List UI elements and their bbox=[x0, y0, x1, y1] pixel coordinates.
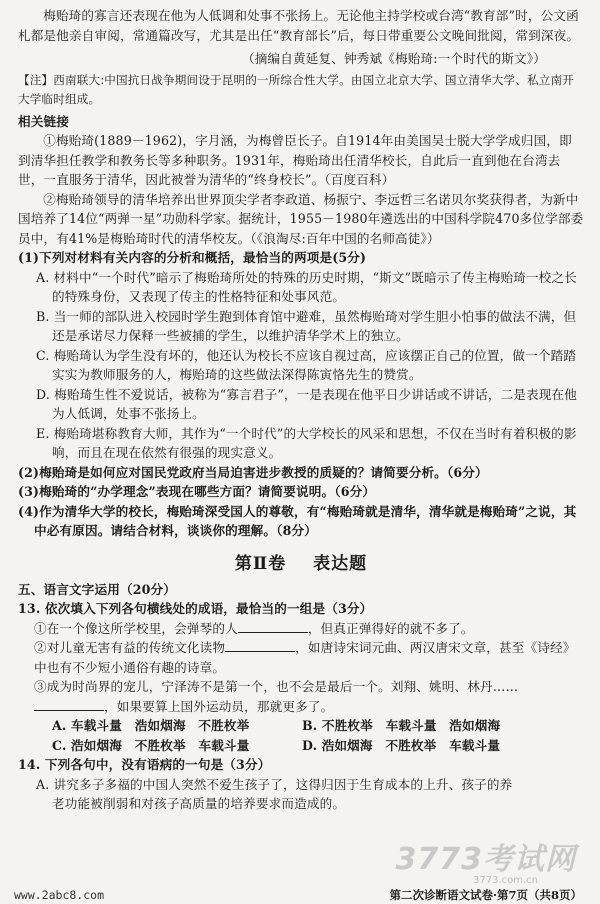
sentence-2-part-b: ，如唐诗宋词元曲、两汉唐宋文章，甚至《诗经》中也有不少短小通俗有趣的诗章。 bbox=[34, 640, 576, 675]
article-paragraph: 梅贻琦的寡言还表现在他为人低调和处事不张扬上。无论他主持学校或台湾“教育部”时，公文函札都是他亲自审阅，常通篇改写，尤其是出任“教育部长”后，每日带重要公文晚间批阅，常到深夜。 bbox=[18, 8, 580, 43]
page-footer bbox=[0, 882, 600, 904]
related-link-1: ①梅贻琦(1889－1962)，字月涵，为梅曾臣长子。自1914年由美国吴士脱大学学成归国，即到清华担任教学和教务长等多种职务。1931年，梅贻琦出任清华校长，自此后一直到他在台湾去世，一直服务于清华，因此被誉为清华的“终身校长”。（百度百科） bbox=[18, 133, 572, 187]
answer-blank bbox=[238, 620, 308, 633]
question-4: (4)作为清华大学的校长，梅贻琦深受国人的尊敬，有“梅贻琦就是清华，清华就是梅贻琦”之说，其中必有原因。请结合材料，谈谈你的理解。（8分） bbox=[18, 503, 577, 538]
question-13-options-row-1 bbox=[18, 716, 584, 736]
question-1-option-a: A. 材料中“一个时代”暗示了梅贻琦所处的特殊的历史时期，“斯文”既暗示了传主梅贻琦一校之长的特殊身份，又表现了传主的性格特征和处事风范。 bbox=[36, 269, 577, 304]
article-note: 【注】西南联大:中国抗日战争期间设于昆明的一所综合性大学。由国立北京大学、国立清华大学、私立南开大学临时组成。 bbox=[18, 72, 575, 106]
question-13-sentence-1 bbox=[18, 619, 584, 639]
watermark-logo: 3773考试网 bbox=[395, 842, 576, 877]
question-1-option-c: C. 梅贻琦认为学生没有坏的，他还认为校长不应该自视过高，应该摆正自己的位置，做一个踏踏实实为教师服务的人，梅贻琦的这些做法深得陈寅恪先生的赞赏。 bbox=[36, 347, 577, 382]
sentence-2-part-a: ②对儿童无害有益的传统文化读物 bbox=[34, 640, 226, 655]
sentence-3-part-a: ③成为时尚界的宠儿，宁泽涛不是第一个，也不会是最后一个。刘翔、姚明、林丹…… bbox=[34, 679, 519, 694]
watermark-domain: 3773.com.cn bbox=[473, 875, 538, 886]
sentence-1-part-a: ①在一个像这所学校里，会弹琴的人 bbox=[34, 620, 238, 636]
section-title bbox=[18, 549, 584, 574]
question-13: 13. 依次填入下列各句横线处的成语，最恰当的一组是（3分） bbox=[18, 601, 373, 616]
question-14-option-a: A. 讲究多子多福的中国人突然不爱生孩子了，这得归因于生育成本的上升、孩子的养老功能被削弱和对孩子高质量的培养要求而造成的。 bbox=[36, 776, 513, 811]
question-13-sentence-3 bbox=[18, 677, 584, 716]
option-c: C. 浩如烟海 不胜枚举 车载斗量 bbox=[52, 737, 250, 753]
answer-blank bbox=[34, 698, 104, 711]
section-name: 表达题 bbox=[313, 553, 368, 574]
question-14: 14. 下列各句中，没有语病的一句是（3分） bbox=[18, 757, 271, 772]
page-body bbox=[18, 6, 584, 814]
sentence-3-part-b: ，如果要算上国外运动员，那就更多了。 bbox=[104, 698, 334, 714]
question-1-option-b: B. 当一师的部队进入校园时学生跑到体育馆中避难，虽然梅贻琦对学生胆小怕事的做法不满，但还是承诺尽力保释一些被捕的学生，以维护清华学术上的独立。 bbox=[36, 308, 577, 343]
related-links-heading: 相关链接 bbox=[18, 113, 69, 129]
question-13-options-row-2 bbox=[18, 736, 584, 756]
question-13-sentence-2 bbox=[18, 638, 584, 677]
question-3: (3)梅贻琦的“办学理念”表现在哪些方面？请简要说明。（6分） bbox=[18, 484, 376, 499]
article-citation: （摘编自黄延复、钟秀斌《梅贻琦:一个时代的斯文》） bbox=[242, 51, 546, 66]
footer-site: www.2abc8.com bbox=[14, 888, 105, 902]
question-1-option-e: E. 梅贻琦堪称教育大师，其作为“一个时代”的大学校长的风采和思想，不仅在当时有着积极的影响，而且在现在依然有很强的现实意义。 bbox=[36, 425, 577, 460]
language-heading: 五、语言文字运用（20分） bbox=[18, 581, 177, 597]
related-link-2: ②梅贻琦领导的清华培养出世界顶尖学者李政道、杨振宁、李远哲三名诺贝尔奖获得者，为新中国培养了14位“两弹一星”功勋科学家。据统计，1955－1980年遴选出的中国科学院470多位学部委员中，有41%是梅贻琦时代的清华校友。（《浪淘尽:百年中国的名师高徒》） bbox=[18, 191, 584, 246]
option-d: D. 浩如烟海 不胜枚举 车载斗量 bbox=[302, 737, 501, 753]
question-1-option-d: D. 梅贻琦生性不爱说话，被称为“寡言君子”，一是表现在他平日少讲话或不讲话，二是表现在他为人低调，处事不张扬上。 bbox=[36, 386, 578, 421]
option-a: A. 车载斗量 浩如烟海 不胜枚举 bbox=[52, 718, 250, 733]
option-b: B. 不胜枚举 车载斗量 浩如烟海 bbox=[302, 718, 501, 733]
question-2: (2)梅贻琦是如何应对国民党政府当局迫害进步教授的质疑的？请简要分析。（6分） bbox=[18, 464, 488, 480]
answer-blank bbox=[225, 639, 295, 652]
sentence-1-part-b: ，但真正弹得好的就不多了。 bbox=[307, 620, 474, 636]
footer-page-info: 第二次诊断语文试卷·第7页（共8页） bbox=[389, 888, 582, 902]
section-part: 第Ⅱ卷 bbox=[234, 553, 287, 574]
question-1: (1)下列对材料有关内容的分析和概括，最恰当的两项是(5分) bbox=[18, 250, 367, 265]
